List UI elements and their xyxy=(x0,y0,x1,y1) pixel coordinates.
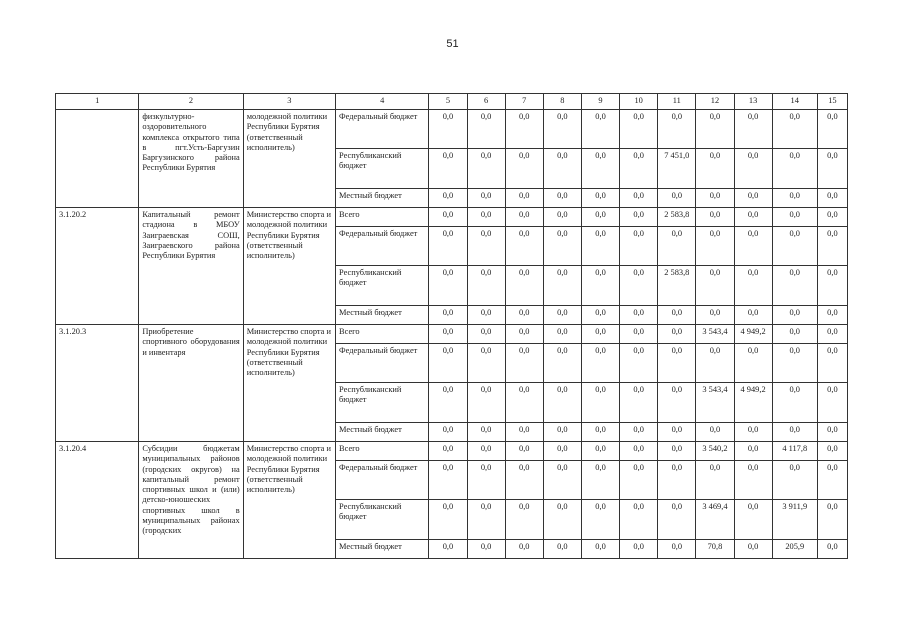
value-cell: 205,9 xyxy=(772,540,817,559)
value-cell: 0,0 xyxy=(429,540,467,559)
value-cell: 0,0 xyxy=(581,344,619,383)
value-cell: 0,0 xyxy=(543,189,581,208)
source-cell: Всего xyxy=(336,442,429,461)
value-cell: 0,0 xyxy=(581,540,619,559)
column-header: 9 xyxy=(581,94,619,110)
value-cell: 0,0 xyxy=(505,540,543,559)
value-cell: 0,0 xyxy=(581,149,619,189)
value-cell: 0,0 xyxy=(772,189,817,208)
value-cell: 0,0 xyxy=(543,461,581,500)
value-cell: 0,0 xyxy=(543,306,581,325)
value-cell: 0,0 xyxy=(429,500,467,540)
value-cell: 0,0 xyxy=(543,208,581,227)
value-cell: 0,0 xyxy=(581,227,619,266)
value-cell: 4 949,2 xyxy=(734,383,772,423)
value-cell: 4 117,8 xyxy=(772,442,817,461)
executor-cell: Министерство спорта и молодежной политики Республики Бурятия (ответственный исполнитель) xyxy=(243,442,335,559)
value-cell: 0,0 xyxy=(505,344,543,383)
value-cell: 0,0 xyxy=(772,344,817,383)
value-cell: 0,0 xyxy=(658,325,696,344)
value-cell: 0,0 xyxy=(467,149,505,189)
header-row xyxy=(56,94,848,110)
value-cell: 0,0 xyxy=(620,500,658,540)
value-cell: 0,0 xyxy=(543,110,581,149)
value-cell: 0,0 xyxy=(658,110,696,149)
source-cell: Республиканский бюджет xyxy=(336,149,429,189)
value-cell: 0,0 xyxy=(543,500,581,540)
value-cell: 0,0 xyxy=(772,306,817,325)
value-cell: 0,0 xyxy=(620,461,658,500)
item-code-cell xyxy=(56,110,139,208)
value-cell: 0,0 xyxy=(734,189,772,208)
value-cell: 0,0 xyxy=(620,110,658,149)
value-cell: 0,0 xyxy=(543,344,581,383)
value-cell: 0,0 xyxy=(429,266,467,306)
value-cell: 7 451,0 xyxy=(658,149,696,189)
value-cell: 4 949,2 xyxy=(734,325,772,344)
value-cell: 0,0 xyxy=(620,227,658,266)
value-cell: 0,0 xyxy=(505,383,543,423)
value-cell: 0,0 xyxy=(658,306,696,325)
value-cell: 0,0 xyxy=(620,189,658,208)
value-cell: 0,0 xyxy=(734,149,772,189)
value-cell: 0,0 xyxy=(817,500,847,540)
executor-cell: молодежной политики Республики Бурятия (ответственный исполнитель) xyxy=(243,110,335,208)
page-number: 51 xyxy=(446,38,459,50)
item-name-cell: Приобретение спортивного оборудования и инвентаря xyxy=(139,325,243,442)
value-cell: 0,0 xyxy=(734,500,772,540)
value-cell: 0,0 xyxy=(817,208,847,227)
value-cell: 0,0 xyxy=(467,325,505,344)
value-cell: 0,0 xyxy=(505,266,543,306)
value-cell: 0,0 xyxy=(543,423,581,442)
column-header: 6 xyxy=(467,94,505,110)
value-cell: 0,0 xyxy=(696,306,734,325)
value-cell: 0,0 xyxy=(467,110,505,149)
value-cell: 0,0 xyxy=(772,110,817,149)
value-cell: 0,0 xyxy=(772,383,817,423)
value-cell: 0,0 xyxy=(429,110,467,149)
value-cell: 0,0 xyxy=(817,110,847,149)
value-cell: 0,0 xyxy=(658,442,696,461)
value-cell: 0,0 xyxy=(817,266,847,306)
value-cell: 0,0 xyxy=(505,442,543,461)
item-name-cell: Субсидии бюджетам муниципальных районов (городских округов) на капитальный ремонт спортивных школ и (или) детско-юношеских спортивных школ в муниципальных районах (городских xyxy=(139,442,243,559)
column-header: 5 xyxy=(429,94,467,110)
value-cell: 0,0 xyxy=(734,266,772,306)
value-cell: 0,0 xyxy=(620,266,658,306)
value-cell: 0,0 xyxy=(734,461,772,500)
value-cell: 0,0 xyxy=(581,500,619,540)
value-cell: 0,0 xyxy=(505,208,543,227)
value-cell: 0,0 xyxy=(734,227,772,266)
value-cell: 0,0 xyxy=(734,442,772,461)
executor-cell: Министерство спорта и молодежной политики Республики Бурятия (ответственный исполнитель) xyxy=(243,325,335,442)
source-cell: Федеральный бюджет xyxy=(336,461,429,500)
value-cell: 0,0 xyxy=(467,442,505,461)
value-cell: 0,0 xyxy=(581,189,619,208)
value-cell: 0,0 xyxy=(467,540,505,559)
source-cell: Республиканский бюджет xyxy=(336,500,429,540)
value-cell: 3 469,4 xyxy=(696,500,734,540)
value-cell: 0,0 xyxy=(696,208,734,227)
value-cell: 0,0 xyxy=(817,383,847,423)
value-cell: 0,0 xyxy=(505,325,543,344)
value-cell: 0,0 xyxy=(620,540,658,559)
value-cell: 0,0 xyxy=(772,149,817,189)
table-row xyxy=(56,325,848,344)
value-cell: 0,0 xyxy=(817,227,847,266)
value-cell: 0,0 xyxy=(734,208,772,227)
value-cell: 0,0 xyxy=(658,423,696,442)
value-cell: 0,0 xyxy=(772,266,817,306)
value-cell: 0,0 xyxy=(429,149,467,189)
item-name-cell: физкультурно-оздоровительного комплекса открытого типа в пгт.Усть-Баргузин Баргузинского района Республики Бурятия xyxy=(139,110,243,208)
value-cell: 0,0 xyxy=(696,110,734,149)
value-cell: 0,0 xyxy=(429,383,467,423)
budget-table xyxy=(55,93,848,559)
value-cell: 0,0 xyxy=(467,344,505,383)
value-cell: 3 543,4 xyxy=(696,383,734,423)
value-cell: 0,0 xyxy=(467,208,505,227)
value-cell: 0,0 xyxy=(467,383,505,423)
value-cell: 0,0 xyxy=(581,208,619,227)
value-cell: 0,0 xyxy=(620,306,658,325)
column-header: 3 xyxy=(243,94,335,110)
value-cell: 0,0 xyxy=(696,189,734,208)
value-cell: 0,0 xyxy=(581,306,619,325)
column-header: 1 xyxy=(56,94,139,110)
value-cell: 0,0 xyxy=(658,344,696,383)
value-cell: 3 911,9 xyxy=(772,500,817,540)
value-cell: 0,0 xyxy=(505,110,543,149)
value-cell: 0,0 xyxy=(620,208,658,227)
value-cell: 0,0 xyxy=(505,423,543,442)
value-cell: 0,0 xyxy=(620,344,658,383)
value-cell: 0,0 xyxy=(772,423,817,442)
value-cell: 0,0 xyxy=(817,540,847,559)
value-cell: 0,0 xyxy=(772,325,817,344)
value-cell: 0,0 xyxy=(658,500,696,540)
column-header: 10 xyxy=(620,94,658,110)
value-cell: 0,0 xyxy=(817,325,847,344)
value-cell: 0,0 xyxy=(581,461,619,500)
source-cell: Всего xyxy=(336,325,429,344)
column-header: 2 xyxy=(139,94,243,110)
source-cell: Местный бюджет xyxy=(336,306,429,325)
value-cell: 0,0 xyxy=(817,442,847,461)
value-cell: 0,0 xyxy=(772,227,817,266)
value-cell: 0,0 xyxy=(429,344,467,383)
value-cell: 0,0 xyxy=(467,461,505,500)
value-cell: 0,0 xyxy=(696,461,734,500)
value-cell: 0,0 xyxy=(429,306,467,325)
value-cell: 0,0 xyxy=(429,442,467,461)
value-cell: 0,0 xyxy=(734,423,772,442)
value-cell: 0,0 xyxy=(429,423,467,442)
column-header: 13 xyxy=(734,94,772,110)
source-cell: Республиканский бюджет xyxy=(336,383,429,423)
value-cell: 0,0 xyxy=(620,325,658,344)
value-cell: 0,0 xyxy=(658,540,696,559)
table-row xyxy=(56,110,848,149)
value-cell: 0,0 xyxy=(581,266,619,306)
column-header: 11 xyxy=(658,94,696,110)
value-cell: 0,0 xyxy=(620,423,658,442)
value-cell: 0,0 xyxy=(817,306,847,325)
source-cell: Местный бюджет xyxy=(336,423,429,442)
value-cell: 3 540,2 xyxy=(696,442,734,461)
value-cell: 0,0 xyxy=(581,423,619,442)
value-cell: 0,0 xyxy=(467,189,505,208)
value-cell: 0,0 xyxy=(543,383,581,423)
value-cell: 0,0 xyxy=(543,266,581,306)
item-name-cell: Капитальный ремонт стадиона в МБОУ Заиграевская СОШ, Заиграевского района Республики Бурятия xyxy=(139,208,243,325)
value-cell: 0,0 xyxy=(620,383,658,423)
value-cell: 0,0 xyxy=(734,110,772,149)
value-cell: 0,0 xyxy=(505,149,543,189)
source-cell: Федеральный бюджет xyxy=(336,227,429,266)
source-cell: Всего xyxy=(336,208,429,227)
column-header: 7 xyxy=(505,94,543,110)
item-code-cell: 3.1.20.4 xyxy=(56,442,139,559)
value-cell: 0,0 xyxy=(817,189,847,208)
value-cell: 0,0 xyxy=(696,227,734,266)
value-cell: 0,0 xyxy=(620,149,658,189)
value-cell: 0,0 xyxy=(429,227,467,266)
value-cell: 0,0 xyxy=(696,423,734,442)
value-cell: 0,0 xyxy=(581,442,619,461)
value-cell: 2 583,8 xyxy=(658,266,696,306)
column-header: 8 xyxy=(543,94,581,110)
value-cell: 0,0 xyxy=(772,461,817,500)
value-cell: 0,0 xyxy=(817,461,847,500)
item-code-cell: 3.1.20.3 xyxy=(56,325,139,442)
column-header: 15 xyxy=(817,94,847,110)
value-cell: 0,0 xyxy=(467,500,505,540)
value-cell: 0,0 xyxy=(581,383,619,423)
source-cell: Федеральный бюджет xyxy=(336,110,429,149)
value-cell: 0,0 xyxy=(817,344,847,383)
value-cell: 0,0 xyxy=(429,461,467,500)
value-cell: 0,0 xyxy=(505,306,543,325)
value-cell: 0,0 xyxy=(543,325,581,344)
value-cell: 0,0 xyxy=(658,227,696,266)
value-cell: 0,0 xyxy=(429,325,467,344)
value-cell: 0,0 xyxy=(817,423,847,442)
value-cell: 0,0 xyxy=(696,266,734,306)
value-cell: 0,0 xyxy=(620,442,658,461)
value-cell: 2 583,8 xyxy=(658,208,696,227)
value-cell: 0,0 xyxy=(581,325,619,344)
value-cell: 0,0 xyxy=(543,540,581,559)
value-cell: 0,0 xyxy=(467,423,505,442)
value-cell: 0,0 xyxy=(543,227,581,266)
column-header: 4 xyxy=(336,94,429,110)
table-row xyxy=(56,208,848,227)
column-header: 14 xyxy=(772,94,817,110)
value-cell: 3 543,4 xyxy=(696,325,734,344)
value-cell: 0,0 xyxy=(505,227,543,266)
value-cell: 0,0 xyxy=(734,540,772,559)
source-cell: Местный бюджет xyxy=(336,540,429,559)
value-cell: 0,0 xyxy=(467,266,505,306)
value-cell: 0,0 xyxy=(696,149,734,189)
value-cell: 0,0 xyxy=(817,149,847,189)
value-cell: 0,0 xyxy=(429,189,467,208)
source-cell: Республиканский бюджет xyxy=(336,266,429,306)
value-cell: 0,0 xyxy=(658,189,696,208)
value-cell: 0,0 xyxy=(658,461,696,500)
value-cell: 0,0 xyxy=(581,110,619,149)
value-cell: 0,0 xyxy=(696,344,734,383)
value-cell: 0,0 xyxy=(505,500,543,540)
value-cell: 0,0 xyxy=(772,208,817,227)
value-cell: 0,0 xyxy=(734,344,772,383)
table-row xyxy=(56,442,848,461)
value-cell: 0,0 xyxy=(467,227,505,266)
source-cell: Местный бюджет xyxy=(336,189,429,208)
value-cell: 0,0 xyxy=(467,306,505,325)
value-cell: 0,0 xyxy=(734,306,772,325)
value-cell: 0,0 xyxy=(543,442,581,461)
value-cell: 0,0 xyxy=(429,208,467,227)
value-cell: 0,0 xyxy=(505,461,543,500)
column-header: 12 xyxy=(696,94,734,110)
value-cell: 0,0 xyxy=(505,189,543,208)
executor-cell: Министерство спорта и молодежной политики Республики Бурятия (ответственный исполнитель) xyxy=(243,208,335,325)
item-code-cell: 3.1.20.2 xyxy=(56,208,139,325)
value-cell: 0,0 xyxy=(543,149,581,189)
value-cell: 70,8 xyxy=(696,540,734,559)
source-cell: Федеральный бюджет xyxy=(336,344,429,383)
value-cell: 0,0 xyxy=(658,383,696,423)
